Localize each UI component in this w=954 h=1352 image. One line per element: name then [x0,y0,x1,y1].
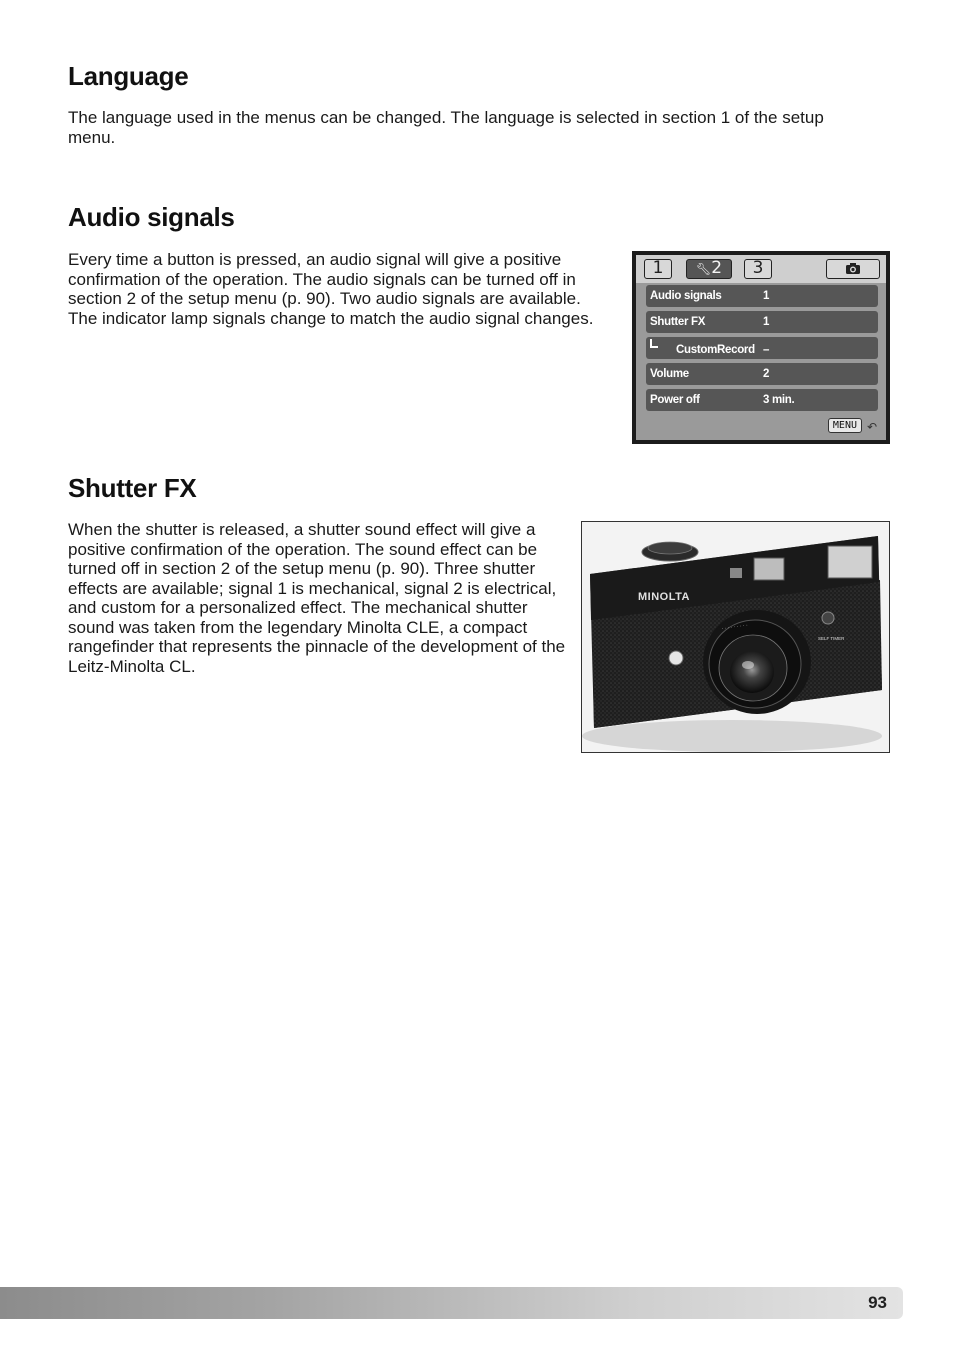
menu-row-value: 1 [763,316,770,328]
tab-section-2 [686,259,732,279]
return-arrow-icon: ↶ [866,420,877,434]
menu-row-power-off [646,389,878,411]
menu-row-label: CustomRecord [676,344,755,356]
tab-section-2-label: 2 [711,258,723,278]
menu-row-audio-signals [646,285,878,307]
menu-row-volume [646,363,878,385]
menu-row-custom-record [646,337,878,359]
menu-rows [646,285,878,415]
menu-row-value: 1 [763,290,770,302]
language-body: The language used in the menus can be changed. The language is selected in section 1 of the setup menu. [68,108,824,147]
menu-row-value: 3 min. [763,394,795,406]
camera-illustration [582,522,889,752]
sub-item-corner-icon [650,339,658,348]
menu-row-label: Volume [650,368,689,380]
tab-section-1-label: 1 [652,258,664,278]
menu-row-label: Audio signals [650,290,722,302]
camera-brand-label: MINOLTA [638,591,690,603]
tab-section-1 [644,259,672,279]
minolta-cle-photo [581,521,890,753]
tab-recording-camera [826,259,880,279]
menu-row-label: Power off [650,394,700,406]
menu-row-shutter-fx [646,311,878,333]
self-timer-label: SELF TIMER [818,636,845,641]
svg-text:· · · · · · · · ·: · · · · · · · · · [721,622,749,632]
page-number: 93 [868,1293,887,1312]
shutter-fx-heading: Shutter FX [68,473,197,503]
camera-icon [845,262,861,275]
menu-tab-bar [636,255,886,283]
shutter-fx-body: When the shutter is released, a shutter sound effect will give a positive confirmation of the operation. The sound effect can be turned off in section 2 of the setup menu (p. 90). Three shutter effects are available; signal 1 is mechanical, signal 2 is electrical, and custom for a personalized effect. The mechanical shutter sound was taken from the legendary Minolta CLE, a compact rangefinder that represents the pinnacle of the development of the Leitz-Minolta CL. [68,520,566,676]
page-footer-bar [0,1287,903,1319]
audio-signals-body: Every time a button is pressed, an audio signal will give a positive confirmation of the operation. The audio signals can be turned off in section 2 of the setup menu (p. 90). Two audio signals are available. The indicator lamp signals change to match the audio signal changes. [68,250,594,328]
menu-row-value: – [763,344,770,356]
language-heading: Language [68,61,189,91]
wrench-icon: 🔧︎ [695,262,712,276]
menu-row-label: Shutter FX [650,316,706,328]
tab-section-3 [744,259,772,279]
audio-signals-heading: Audio signals [68,202,235,232]
menu-button-label: MENU [828,418,862,433]
menu-row-value: 2 [763,368,770,380]
setup-menu-panel [636,255,886,440]
setup-menu-screenshot [632,251,890,444]
tab-section-3-label: 3 [752,258,764,278]
